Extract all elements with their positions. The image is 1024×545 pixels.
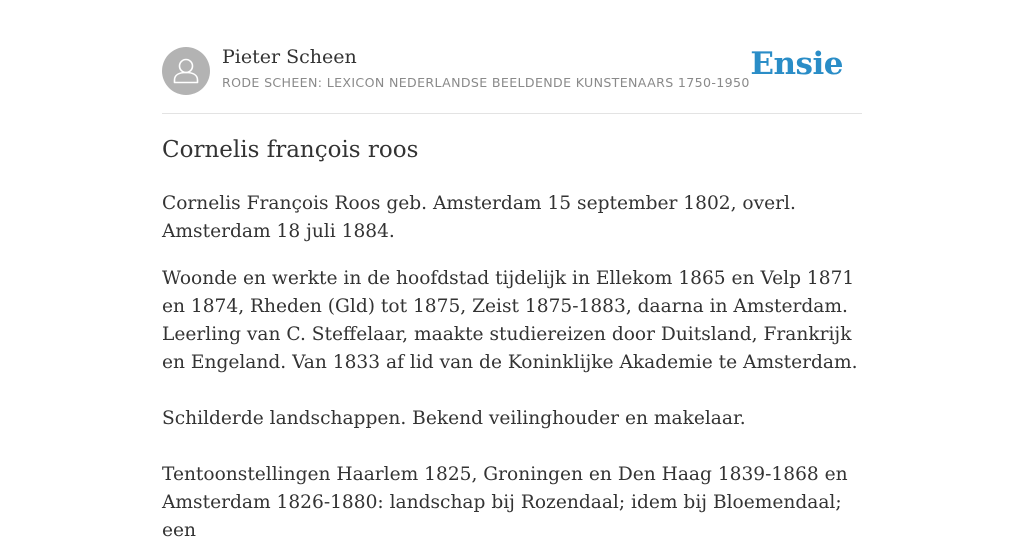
user-silhouette-icon: [162, 47, 210, 95]
article-paragraph: Cornelis François Roos geb. Amsterdam 15 september 1802, overl. Amsterdam 18 juli 1884.: [162, 193, 796, 242]
article-header: [162, 0, 862, 114]
article-container: [162, 0, 862, 541]
source-publication[interactable]: RODE SCHEEN: LEXICON NEDERLANDSE BEELDENDE KUNSTENAARS 1750-1950: [222, 75, 750, 90]
article-paragraph: Schilderde landschappen. Bekend veilinghouder en makelaar.: [162, 408, 746, 429]
user-avatar-icon[interactable]: [162, 47, 210, 95]
article-paragraph: Woonde en werkte in de hoofdstad tijdelijk in Ellekom 1865 en Velp 1871 en 1874, Rheden (Gld) tot 1875, Zeist 1875-1883, daarna in Amsterdam. Leerling van C. Steffelaar, maakte studiereizen door Duitsland, Frankrijk en Engeland. Van 1833 af lid van de Koninklijke Akademie te Amsterdam.: [162, 268, 858, 373]
article-title: Cornelis françois roos: [162, 137, 419, 163]
ensie-logo[interactable]: Ensie: [750, 46, 843, 82]
author-name[interactable]: Pieter Scheen: [222, 46, 357, 68]
article-paragraph: Tentoonstellingen Haarlem 1825, Groningen en Den Haag 1839-1868 en Amsterdam 1826-1880: landschap bij Rozendaal; idem bij Bloemendaal; een: [162, 464, 848, 541]
